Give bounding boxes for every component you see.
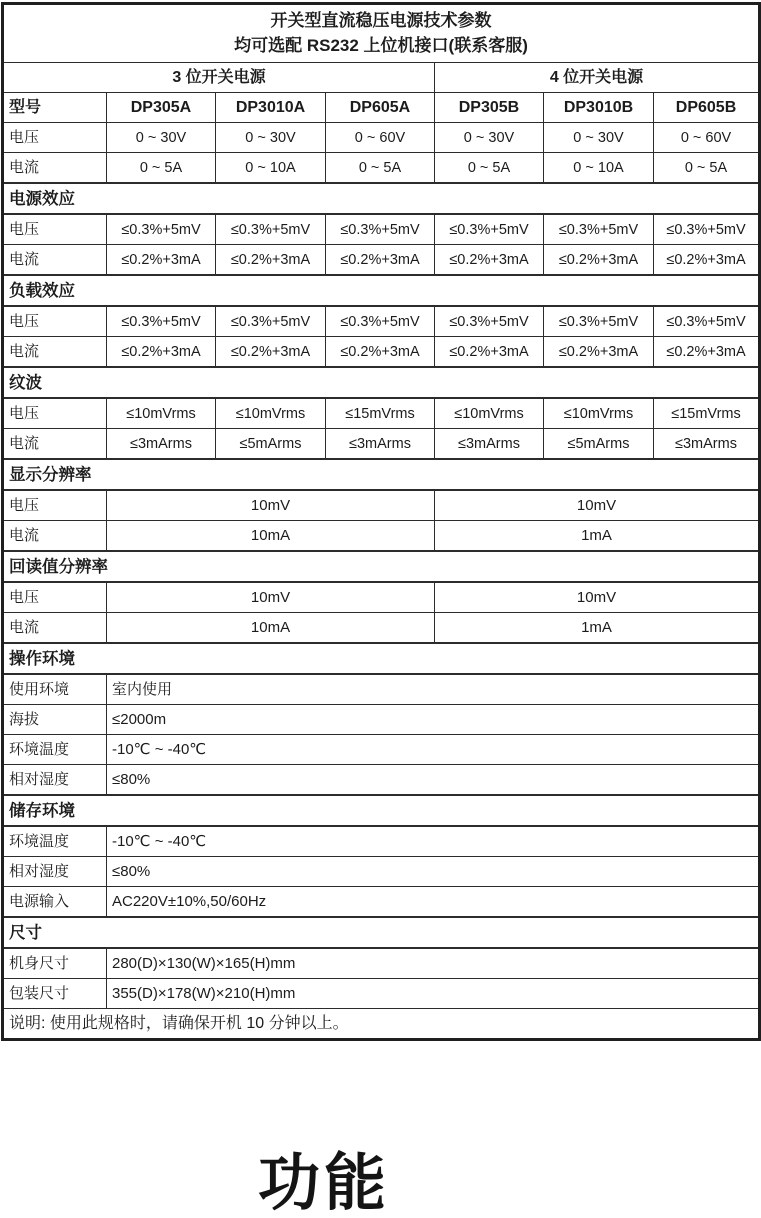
table-row — [3, 337, 760, 368]
spec-value: 0 ~ 30V — [544, 123, 654, 153]
spec-value: 280(D)×130(W)×165(H)mm — [107, 948, 760, 979]
spec-value: 10mV — [435, 490, 760, 521]
table-row — [3, 948, 760, 979]
spec-value: 1mA — [435, 521, 760, 552]
row-label: 相对湿度 — [3, 765, 107, 796]
row-label: 电流 — [3, 613, 107, 644]
row-label: 环境温度 — [3, 826, 107, 857]
table-row — [3, 398, 760, 429]
spec-value: ≤15mVrms — [326, 398, 435, 429]
table-row — [3, 63, 760, 93]
row-label: 环境温度 — [3, 735, 107, 765]
spec-value: 0 ~ 10A — [216, 153, 326, 184]
spec-table — [1, 2, 761, 1041]
spec-value: 10mV — [435, 582, 760, 613]
table-row — [3, 674, 760, 705]
row-label: 电流 — [3, 521, 107, 552]
spec-value: 0 ~ 5A — [654, 153, 760, 184]
spec-value: ≤0.3%+5mV — [544, 214, 654, 245]
spec-value: ≤0.3%+5mV — [435, 214, 544, 245]
row-label: 电源输入 — [3, 887, 107, 918]
spec-value: 室内使用 — [107, 674, 760, 705]
spec-value: ≤0.2%+3mA — [435, 337, 544, 368]
spec-value: ≤0.2%+3mA — [216, 245, 326, 276]
section-header: 纹波 — [3, 367, 760, 398]
spec-value: 0 ~ 60V — [326, 123, 435, 153]
table-row — [3, 183, 760, 214]
spec-value: 0 ~ 30V — [216, 123, 326, 153]
spec-value: 0 ~ 60V — [654, 123, 760, 153]
spec-value: ≤0.3%+5mV — [326, 214, 435, 245]
spec-value: ≤0.3%+5mV — [107, 214, 216, 245]
spec-value: 1mA — [435, 613, 760, 644]
spec-value: ≤0.2%+3mA — [107, 245, 216, 276]
table-row — [3, 765, 760, 796]
spec-value: ≤0.3%+5mV — [435, 306, 544, 337]
row-label: 电压 — [3, 123, 107, 153]
section-header: 回读值分辨率 — [3, 551, 760, 582]
title-row — [3, 4, 760, 63]
table-row — [3, 245, 760, 276]
row-label: 电流 — [3, 337, 107, 368]
spec-value: ≤0.3%+5mV — [654, 306, 760, 337]
model-name: DP305A — [107, 93, 216, 123]
table-row — [3, 643, 760, 674]
table-row — [3, 857, 760, 887]
spec-value: ≤80% — [107, 857, 760, 887]
spec-value: ≤0.3%+5mV — [544, 306, 654, 337]
table-row — [3, 735, 760, 765]
row-label: 相对湿度 — [3, 857, 107, 887]
table-row — [3, 551, 760, 582]
spec-value: 0 ~ 30V — [435, 123, 544, 153]
table-row — [3, 613, 760, 644]
row-label: 电流 — [3, 245, 107, 276]
table-row — [3, 214, 760, 245]
section-header: 操作环境 — [3, 643, 760, 674]
spec-value: ≤3mArms — [435, 429, 544, 460]
table-subtitle: 均可选配 RS232 上位机接口(联系客服) — [234, 36, 528, 55]
footnote: 说明: 使用此规格时，请确保开机 10 分钟以上。 — [3, 1009, 760, 1040]
spec-value: 0 ~ 5A — [435, 153, 544, 184]
table-row — [3, 367, 760, 398]
table-row — [3, 459, 760, 490]
spec-value: ≤80% — [107, 765, 760, 796]
section-header: 尺寸 — [3, 917, 760, 948]
spec-value: ≤0.2%+3mA — [435, 245, 544, 276]
spec-table-body — [3, 63, 760, 1040]
table-row — [3, 705, 760, 735]
spec-value: ≤0.2%+3mA — [544, 245, 654, 276]
table-row — [3, 153, 760, 184]
group-header-3bit: 3 位开关电源 — [3, 63, 435, 93]
row-label: 电流 — [3, 153, 107, 184]
spec-value: 10mA — [107, 613, 435, 644]
spec-value: ≤0.3%+5mV — [654, 214, 760, 245]
section-header: 电源效应 — [3, 183, 760, 214]
group-header-4bit: 4 位开关电源 — [435, 63, 760, 93]
spec-value: ≤15mVrms — [654, 398, 760, 429]
table-row — [3, 917, 760, 948]
spec-value: ≤10mVrms — [544, 398, 654, 429]
model-name: DP305B — [435, 93, 544, 123]
row-label: 电压 — [3, 306, 107, 337]
model-name: DP3010B — [544, 93, 654, 123]
section-header: 储存环境 — [3, 795, 760, 826]
next-section-heading-partial: 功能 — [258, 1149, 391, 1218]
spec-value: ≤0.3%+5mV — [216, 306, 326, 337]
model-name: DP3010A — [216, 93, 326, 123]
spec-value: ≤10mVrms — [435, 398, 544, 429]
spec-value: ≤0.3%+5mV — [326, 306, 435, 337]
spec-value: 0 ~ 5A — [326, 153, 435, 184]
spec-value: ≤0.2%+3mA — [216, 337, 326, 368]
spec-value: ≤0.2%+3mA — [326, 245, 435, 276]
spec-value: 355(D)×178(W)×210(H)mm — [107, 979, 760, 1009]
spec-value: 10mA — [107, 521, 435, 552]
spec-value: ≤0.2%+3mA — [544, 337, 654, 368]
spec-value: ≤3mArms — [326, 429, 435, 460]
spec-value: 10mV — [107, 582, 435, 613]
spec-value: 0 ~ 10A — [544, 153, 654, 184]
table-row — [3, 979, 760, 1009]
spec-value: AC220V±10%,50/60Hz — [107, 887, 760, 918]
table-row — [3, 306, 760, 337]
table-row — [3, 275, 760, 306]
model-name: DP605B — [654, 93, 760, 123]
table-row — [3, 521, 760, 552]
section-header: 负载效应 — [3, 275, 760, 306]
spec-value: ≤0.2%+3mA — [654, 337, 760, 368]
table-row — [3, 93, 760, 123]
model-name: DP605A — [326, 93, 435, 123]
row-label: 电流 — [3, 429, 107, 460]
table-row — [3, 582, 760, 613]
table-row — [3, 429, 760, 460]
spec-value: ≤2000m — [107, 705, 760, 735]
table-row — [3, 490, 760, 521]
table-title-cell — [3, 4, 760, 63]
table-row — [3, 1009, 760, 1040]
spec-value: -10℃ ~ -40℃ — [107, 826, 760, 857]
table-title: 开关型直流稳压电源技术参数 — [270, 11, 492, 30]
table-row — [3, 123, 760, 153]
spec-value: ≤0.3%+5mV — [216, 214, 326, 245]
spec-value: ≤0.2%+3mA — [107, 337, 216, 368]
spec-value: ≤0.2%+3mA — [326, 337, 435, 368]
spec-value: ≤0.2%+3mA — [654, 245, 760, 276]
row-label: 电压 — [3, 214, 107, 245]
spec-value: ≤10mVrms — [107, 398, 216, 429]
table-row — [3, 795, 760, 826]
row-label: 电压 — [3, 490, 107, 521]
spec-value: 0 ~ 30V — [107, 123, 216, 153]
row-label: 型号 — [3, 93, 107, 123]
row-label: 使用环境 — [3, 674, 107, 705]
table-row — [3, 826, 760, 857]
row-label: 电压 — [3, 398, 107, 429]
spec-value: 10mV — [107, 490, 435, 521]
spec-value: -10℃ ~ -40℃ — [107, 735, 760, 765]
spec-value: ≤10mVrms — [216, 398, 326, 429]
spec-value: ≤3mArms — [107, 429, 216, 460]
spec-value: ≤3mArms — [654, 429, 760, 460]
spec-value: 0 ~ 5A — [107, 153, 216, 184]
row-label: 机身尺寸 — [3, 948, 107, 979]
row-label: 包装尺寸 — [3, 979, 107, 1009]
spec-value: ≤5mArms — [544, 429, 654, 460]
spec-value: ≤0.3%+5mV — [107, 306, 216, 337]
spec-value: ≤5mArms — [216, 429, 326, 460]
table-row — [3, 887, 760, 918]
section-header: 显示分辨率 — [3, 459, 760, 490]
row-label: 电压 — [3, 582, 107, 613]
row-label: 海拔 — [3, 705, 107, 735]
